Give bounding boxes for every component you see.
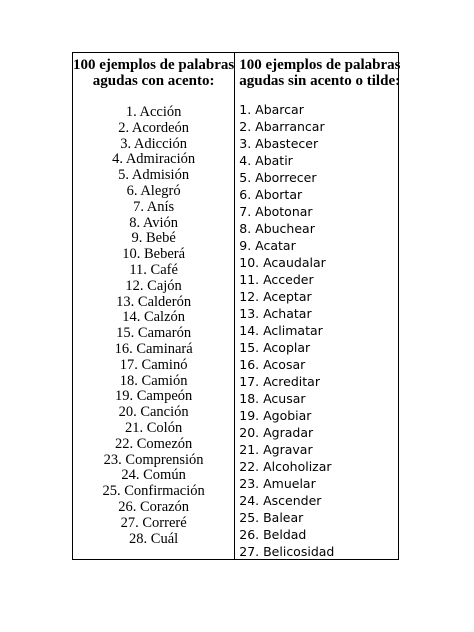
unaccented-word-item: 7. Abotonar <box>239 204 313 219</box>
unaccented-word-item: 21. Agravar <box>239 442 313 457</box>
accented-word-item: 2. Acordeón <box>118 119 190 136</box>
accented-word-item: 12. Cajón <box>125 277 182 294</box>
right-header-line-1: 100 ejemplos de palabras <box>239 57 401 73</box>
unaccented-word-item: 3. Abastecer <box>239 136 319 151</box>
accented-word-item: 9. Bebé <box>131 230 176 247</box>
unaccented-word-item: 23. Amuelar <box>239 476 316 491</box>
right-column <box>235 53 400 559</box>
accented-word-item: 15. Camarón <box>116 325 192 342</box>
right-column-header <box>239 53 400 89</box>
unaccented-word-item: 20. Agradar <box>239 425 314 440</box>
unaccented-word-item: 11. Acceder <box>239 272 314 287</box>
accented-word-item: 5. Admisión <box>118 167 190 184</box>
accented-word-item: 13. Calderón <box>116 293 192 310</box>
unaccented-word-item: 9. Acatar <box>239 238 296 253</box>
accented-word-item: 7. Anís <box>133 198 175 215</box>
unaccented-word-item: 10. Acaudalar <box>239 255 326 270</box>
unaccented-word-item: 26. Beldad <box>239 527 307 542</box>
accented-word-item: 22. Comezón <box>114 435 193 452</box>
unaccented-word-item: 2. Abarrancar <box>239 119 325 134</box>
left-header-line-1: 100 ejemplos de palabras <box>73 57 235 73</box>
accented-word-item: 27. Correré <box>120 514 187 531</box>
unaccented-word-item: 5. Aborrecer <box>239 170 317 185</box>
accented-word-item: 19. Campeón <box>114 388 193 405</box>
left-header-line-2: agudas con acento: <box>92 73 215 89</box>
accented-word-item: 11. Café <box>129 261 178 278</box>
accented-word-item: 16. Caminará <box>114 340 193 357</box>
unaccented-word-item: 22. Alcoholizar <box>239 459 332 474</box>
unaccented-word-item: 18. Acusar <box>239 391 306 406</box>
accented-word-item: 8. Avión <box>129 214 179 231</box>
accented-word-item: 18. Camión <box>119 372 188 389</box>
left-column <box>73 53 235 559</box>
unaccented-word-item: 25. Balear <box>239 510 304 525</box>
accented-word-item: 17. Caminó <box>119 356 188 373</box>
accented-word-item: 1. Acción <box>125 104 182 120</box>
unaccented-word-item: 6. Abortar <box>239 187 303 202</box>
unaccented-word-item: 17. Acreditar <box>239 374 320 389</box>
accented-word-item: 28. Cuál <box>129 530 179 547</box>
unaccented-word-item: 15. Acoplar <box>239 340 311 355</box>
unaccented-word-item: 8. Abuchear <box>239 221 315 236</box>
unaccented-words-list <box>239 101 400 560</box>
unaccented-word-item: 27. Belicosidad <box>239 544 335 559</box>
accented-word-item: 14. Calzón <box>122 309 186 326</box>
accented-word-item: 3. Adicción <box>120 135 188 152</box>
unaccented-word-item: 24. Ascender <box>239 493 322 508</box>
accented-word-item: 25. Confirmación <box>102 483 205 500</box>
unaccented-word-item: 1. Abarcar <box>239 102 304 117</box>
unaccented-word-item: 14. Aclimatar <box>239 323 323 338</box>
accented-word-item: 20. Canción <box>118 404 189 421</box>
accented-word-item: 21. Colón <box>125 419 183 436</box>
accented-word-item: 26. Corazón <box>118 498 190 515</box>
accented-word-item: 24. Común <box>121 467 186 484</box>
unaccented-word-item: 4. Abatir <box>239 153 293 168</box>
unaccented-word-item: 16. Acosar <box>239 357 306 372</box>
accented-words-list <box>73 105 234 547</box>
accented-word-item: 10. Beberá <box>122 246 186 263</box>
unaccented-word-item: 12. Aceptar <box>239 289 312 304</box>
right-header-line-2: agudas sin acento o tilde: <box>239 73 401 89</box>
accented-word-item: 6. Alegró <box>126 182 181 199</box>
unaccented-word-item: 19. Agobiar <box>239 408 312 423</box>
word-table <box>72 52 399 560</box>
unaccented-word-item: 13. Achatar <box>239 306 312 321</box>
left-column-header <box>73 53 234 89</box>
accented-word-item: 23. Comprensión <box>103 451 204 468</box>
accented-word-item: 4. Admiración <box>112 151 196 168</box>
